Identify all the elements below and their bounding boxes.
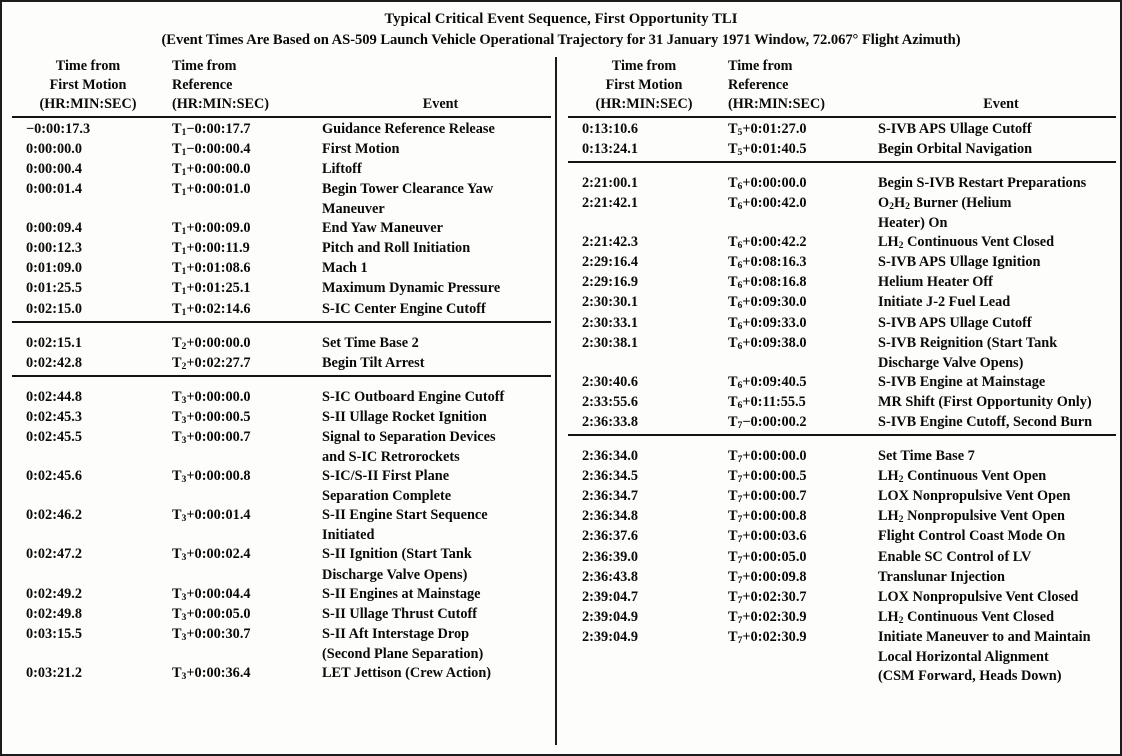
time-base-group [568,437,1116,686]
table-title-line-1: Typical Critical Event Sequence, First Opportunity TLI [384,11,738,27]
cell-event: LET Jettison (Crew Action) [322,665,492,682]
cell-time-from-first-motion: 0:02:45.3 [26,408,82,425]
cell-event: Begin Tilt Arrest [322,354,425,371]
table-row-continuation [12,526,551,545]
table-row [568,608,1116,628]
cell-time-from-reference: $T_6+0:00:42.0$ [728,194,807,213]
cell-event: Separation Complete [322,488,452,505]
table-row [12,467,551,487]
cell-event: $LH_2$ Nonpropulsive Vent Open [878,508,1065,526]
cell-time-from-first-motion: 2:36:34.8 [582,508,638,525]
cell-time-from-first-motion: 0:00:12.3 [26,240,82,257]
table-row-continuation [12,200,551,219]
cell-time-from-first-motion: 2:36:43.8 [582,568,638,585]
header-event: Event [422,95,459,112]
table-row [12,219,551,239]
left-table-header [12,57,551,118]
cell-event: LOX Nonpropulsive Vent Open [878,488,1071,505]
cell-event: Maximum Dynamic Pressure [322,280,501,297]
table-row [12,354,551,374]
cell-time-from-reference: $T_6+0:08:16.3$ [728,254,807,272]
cell-time-from-reference: $T_7+0:02:30.9$ [728,628,807,647]
table-row [568,334,1116,354]
table-row-continuation [568,667,1116,686]
cell-event: (CSM Forward, Heads Down) [878,668,1062,685]
cell-event: Local Horizontal Alignment [878,648,1049,665]
header-event-spacer-2-right [886,76,1116,95]
table-row [568,487,1116,507]
cell-event: Guidance Reference Release [322,120,495,137]
cell-event: $LH_2$ Continuous Vent Closed [878,234,1055,252]
table-row [568,447,1116,467]
cell-time-from-reference: $T_7+0:00:00.0$ [728,448,807,466]
header-time-from-first-motion-line3: (HR:MIN:SEC) [39,95,137,112]
table-row [12,300,551,320]
table-row [568,527,1116,547]
table-row-continuation [12,566,551,585]
cell-time-from-first-motion: 0:02:44.8 [26,388,82,405]
header-time-from-reference-line3-right: (HR:MIN:SEC) [728,95,825,112]
cell-event: LOX Nonpropulsive Vent Closed [878,588,1079,605]
cell-time-from-reference: $T_7+0:00:00.8$ [728,508,807,526]
cell-time-from-first-motion: 2:39:04.7 [582,588,638,605]
cell-time-from-first-motion: 2:29:16.9 [582,274,638,291]
cell-time-from-reference: $T_6+0:09:33.0$ [728,314,807,332]
table-row [12,334,551,354]
cell-time-from-reference: $T_1+0:01:25.1$ [172,280,251,298]
cell-time-from-first-motion: 2:30:30.1 [582,294,638,311]
cell-time-from-reference: $T_1+0:01:08.6$ [172,260,251,278]
cell-event: Helium Heater Off [878,274,993,291]
cell-time-from-first-motion: 0:00:00.0 [26,140,82,157]
cell-event: S-IVB Engine Cutoff, Second Burn [878,413,1093,430]
cell-time-from-reference: $T_3+0:00:00.8$ [172,468,251,486]
cell-time-from-reference: $T_7+0:02:30.9$ [728,608,807,626]
table-row [568,233,1116,253]
header-time-from-reference-line1-right: Time from [728,58,793,75]
table-row [12,625,551,645]
cell-time-from-reference: $T_1+0:00:01.0$ [172,180,251,199]
header-event-spacer-right [886,57,1116,76]
header-time-from-first-motion-line2-right: First Motion [605,76,683,93]
cell-time-from-first-motion: 0:13:24.1 [582,140,638,157]
cell-time-from-reference: $T_3+0:00:04.4$ [172,585,251,603]
cell-time-from-first-motion: 2:21:00.1 [582,174,638,191]
table-row [12,180,551,200]
cell-time-from-reference: $T_7+0:00:09.8$ [728,568,807,586]
left-table-panel [2,57,555,745]
table-row [568,628,1116,648]
cell-event: Signal to Separation Devices [322,428,496,445]
table-title-block [2,2,1120,54]
cell-event: Initiate Maneuver to and Maintain [878,628,1091,645]
cell-time-from-reference: $T_3+0:00:02.4$ [172,546,251,564]
cell-event: Set Time Base 7 [878,448,975,465]
cell-event: Begin S-IVB Restart Preparations [878,174,1087,191]
table-row-continuation [568,214,1116,233]
table-row [568,120,1116,140]
table-row [12,428,551,448]
table-row [568,314,1116,334]
cell-time-from-reference: $T_6+0:00:00.0$ [728,174,807,192]
cell-time-from-first-motion: 0:03:15.5 [26,625,82,642]
cell-event: Begin Tower Clearance Yaw [322,180,494,197]
cell-event: and S-IC Retrorockets [322,449,460,466]
cell-time-from-reference: $T_7+0:00:05.0$ [728,548,807,566]
cell-time-from-first-motion: 2:36:34.7 [582,488,638,505]
cell-time-from-reference: $T_6+0:09:38.0$ [728,334,807,352]
cell-time-from-reference: $T_1+0:02:14.6$ [172,300,251,318]
cell-time-from-first-motion: 0:02:45.6 [26,468,82,485]
table-row [568,373,1116,393]
header-time-from-first-motion-line3-right: (HR:MIN:SEC) [595,95,693,112]
right-table-panel [555,57,1120,745]
time-base-group [568,164,1116,436]
cell-event: MR Shift (First Opportunity Only) [878,393,1092,410]
cell-event: Translunar Injection [878,568,1005,585]
cell-event: Mach 1 [322,260,368,277]
cell-time-from-reference: $T_7+0:02:30.7$ [728,588,807,606]
cell-time-from-first-motion: 0:02:15.0 [26,300,82,317]
header-event-spacer-2 [330,76,551,95]
event-sequence-tables [2,57,1120,745]
cell-event: End Yaw Maneuver [322,220,443,237]
cell-time-from-first-motion: 2:39:04.9 [582,608,638,625]
table-row [568,174,1116,194]
cell-time-from-first-motion: 0:13:10.6 [582,120,638,137]
cell-time-from-first-motion: 0:03:21.2 [26,665,82,682]
table-row [568,588,1116,608]
header-time-from-reference-line2-right: Reference [728,76,789,93]
left-table-body [12,118,551,684]
cell-event: S-IVB APS Ullage Cutoff [878,314,1032,331]
cell-time-from-first-motion: 2:36:39.0 [582,548,638,565]
cell-time-from-reference: $T_6+0:09:30.0$ [728,294,807,312]
cell-time-from-reference: $T_3+0:00:00.0$ [172,388,251,406]
cell-event: (Second Plane Separation) [322,645,484,662]
table-row [12,388,551,408]
cell-time-from-reference: $T_1+0:00:11.9$ [172,240,250,258]
table-row-continuation [12,487,551,506]
header-time-from-reference-line1: Time from [172,58,237,75]
cell-time-from-reference: $T_3+0:00:05.0$ [172,605,251,623]
cell-time-from-first-motion: 0:02:42.8 [26,354,82,371]
cell-event: S-II Engines at Mainstage [322,585,481,602]
cell-event: S-IC/S-II First Plane [322,468,450,485]
cell-event: S-II Engine Start Sequence [322,507,488,524]
cell-time-from-reference: $T_7+0:00:00.7$ [728,488,807,506]
cell-time-from-first-motion: 0:01:09.0 [26,260,82,277]
cell-event: $LH_2$ Continuous Vent Open [878,468,1047,486]
cell-event: Heater) On [878,215,948,232]
cell-time-from-reference: $T_6+0:11:55.5$ [728,393,806,411]
time-base-group [12,324,551,377]
table-row [12,160,551,180]
cell-event: Liftoff [322,160,362,177]
cell-time-from-reference: $T_1-0:00:00.4$ [172,140,251,158]
header-time-from-first-motion-line1: Time from [55,58,121,75]
cell-event: S-IC Center Engine Cutoff [322,300,486,317]
cell-event: S-II Ullage Rocket Ignition [322,408,487,425]
table-row [12,259,551,279]
header-time-from-reference-line2: Reference [172,76,233,93]
table-row [12,664,551,684]
table-title-line-2: (Event Times Are Based on AS-509 Launch Vehicle Operational Trajectory for 31 January 1971 Window, 72.067° Flight Azimuth) [161,32,961,49]
cell-time-from-first-motion: 2:36:34.0 [582,448,638,465]
table-row [12,279,551,299]
right-table-header [568,57,1116,118]
table-row-continuation [12,448,551,467]
cell-time-from-reference: $T_3+0:00:00.7$ [172,428,251,447]
table-row [12,585,551,605]
cell-time-from-reference: $T_2+0:00:00.0$ [172,334,251,352]
cell-event: S-II Ullage Thrust Cutoff [322,605,478,622]
cell-time-from-first-motion: 0:02:15.1 [26,334,82,351]
table-row [12,506,551,526]
cell-time-from-first-motion: 2:30:33.1 [582,314,638,331]
header-time-from-reference-line3: (HR:MIN:SEC) [172,95,269,112]
header-event-right: Event [983,95,1019,112]
cell-time-from-first-motion: 0:00:01.4 [26,180,82,197]
cell-time-from-reference: $T_6+0:09:40.5$ [728,373,807,391]
cell-time-from-reference: $T_5+0:01:27.0$ [728,120,807,138]
cell-time-from-reference: $T_3+0:00:01.4$ [172,507,251,525]
cell-time-from-reference: $T_7-0:00:00.2$ [728,413,807,432]
cell-event: Discharge Valve Opens) [878,354,1024,371]
cell-time-from-reference: $T_1-0:00:17.7$ [172,120,251,138]
header-time-from-first-motion-line1-right: Time from [611,58,677,75]
cell-event: Pitch and Roll Initiation [322,240,471,257]
cell-time-from-reference: $T_2+0:02:27.7$ [172,354,251,372]
cell-time-from-reference: $T_6+0:08:16.8$ [728,274,807,292]
cell-time-from-first-motion: 2:36:37.6 [582,528,638,545]
table-row-continuation [568,354,1116,373]
table-row [12,239,551,259]
cell-time-from-first-motion: 2:39:04.9 [582,628,638,645]
cell-time-from-first-motion: 0:01:25.5 [26,280,82,297]
cell-time-from-reference: $T_1+0:00:00.0$ [172,160,251,178]
cell-event: Maneuver [322,201,385,218]
cell-event: $O_2H_2$ Burner (Helium [878,194,1012,213]
cell-time-from-first-motion: 2:36:33.8 [582,413,638,430]
table-row [568,568,1116,588]
cell-time-from-reference: $T_7+0:00:00.5$ [728,468,807,486]
cell-time-from-reference: $T_3+0:00:30.7$ [172,625,251,643]
cell-event: S-IVB Engine at Mainstage [878,373,1046,390]
cell-event: Set Time Base 2 [322,334,419,351]
table-row [568,253,1116,273]
cell-time-from-reference: $T_3+0:00:36.4$ [172,665,251,683]
cell-time-from-first-motion: 2:21:42.3 [582,234,638,251]
table-row [12,140,551,160]
cell-event: Flight Control Coast Mode On [878,528,1066,545]
header-time-from-first-motion-line2: First Motion [49,76,127,93]
cell-event: Initiated [322,527,375,544]
cell-time-from-first-motion: 0:02:46.2 [26,507,82,524]
cell-time-from-first-motion: 0:02:47.2 [26,546,82,563]
cell-time-from-first-motion: 0:00:09.4 [26,220,82,237]
cell-event: S-II Ignition (Start Tank [322,546,472,563]
cell-event: S-IVB APS Ullage Cutoff [878,120,1032,137]
cell-time-from-first-motion: −0:00:17.3 [26,120,91,137]
right-table-body [568,118,1116,686]
cell-time-from-reference: $T_3+0:00:00.5$ [172,408,251,426]
cell-event: $LH_2$ Continuous Vent Closed [878,608,1055,626]
table-row [568,467,1116,487]
table-row [568,548,1116,568]
cell-time-from-reference: $T_7+0:00:03.6$ [728,528,807,546]
table-row [568,273,1116,293]
table-row [568,140,1116,160]
table-row [568,413,1116,433]
cell-event: S-IVB Reignition (Start Tank [878,334,1058,351]
cell-time-from-first-motion: 0:02:45.5 [26,428,82,445]
time-base-group [12,118,551,323]
cell-event: Enable SC Control of LV [878,548,1032,565]
cell-time-from-first-motion: 2:21:42.1 [582,194,638,211]
table-row-continuation [568,648,1116,667]
table-row [12,605,551,625]
cell-event: Begin Orbital Navigation [878,140,1033,157]
cell-event: S-IVB APS Ullage Ignition [878,254,1041,271]
cell-time-from-reference: $T_6+0:00:42.2$ [728,234,807,252]
cell-time-from-first-motion: 2:33:55.6 [582,393,638,410]
time-base-group [568,118,1116,163]
table-row [568,393,1116,413]
cell-time-from-reference: $T_1+0:00:09.0$ [172,220,251,238]
cell-time-from-first-motion: 2:30:38.1 [582,334,638,351]
cell-event: S-II Aft Interstage Drop [322,625,470,642]
table-row [12,545,551,565]
cell-time-from-first-motion: 0:02:49.8 [26,605,82,622]
header-event-spacer [330,57,551,76]
table-row-continuation [12,645,551,664]
table-row [568,507,1116,527]
cell-event: Discharge Valve Opens) [322,566,468,583]
cell-time-from-reference: $T_5+0:01:40.5$ [728,140,807,158]
table-row [568,194,1116,214]
table-row [12,120,551,140]
time-base-group [12,378,551,684]
cell-event: First Motion [322,140,400,157]
cell-time-from-first-motion: 2:29:16.4 [582,254,638,271]
cell-time-from-first-motion: 0:02:49.2 [26,585,82,602]
cell-event: Initiate J-2 Fuel Lead [878,294,1011,311]
cell-time-from-first-motion: 0:00:00.4 [26,160,82,177]
cell-time-from-first-motion: 2:30:40.6 [582,373,638,390]
cell-event: S-IC Outboard Engine Cutoff [322,388,505,405]
cell-time-from-first-motion: 2:36:34.5 [582,468,638,485]
table-row [568,293,1116,313]
table-row [12,408,551,428]
